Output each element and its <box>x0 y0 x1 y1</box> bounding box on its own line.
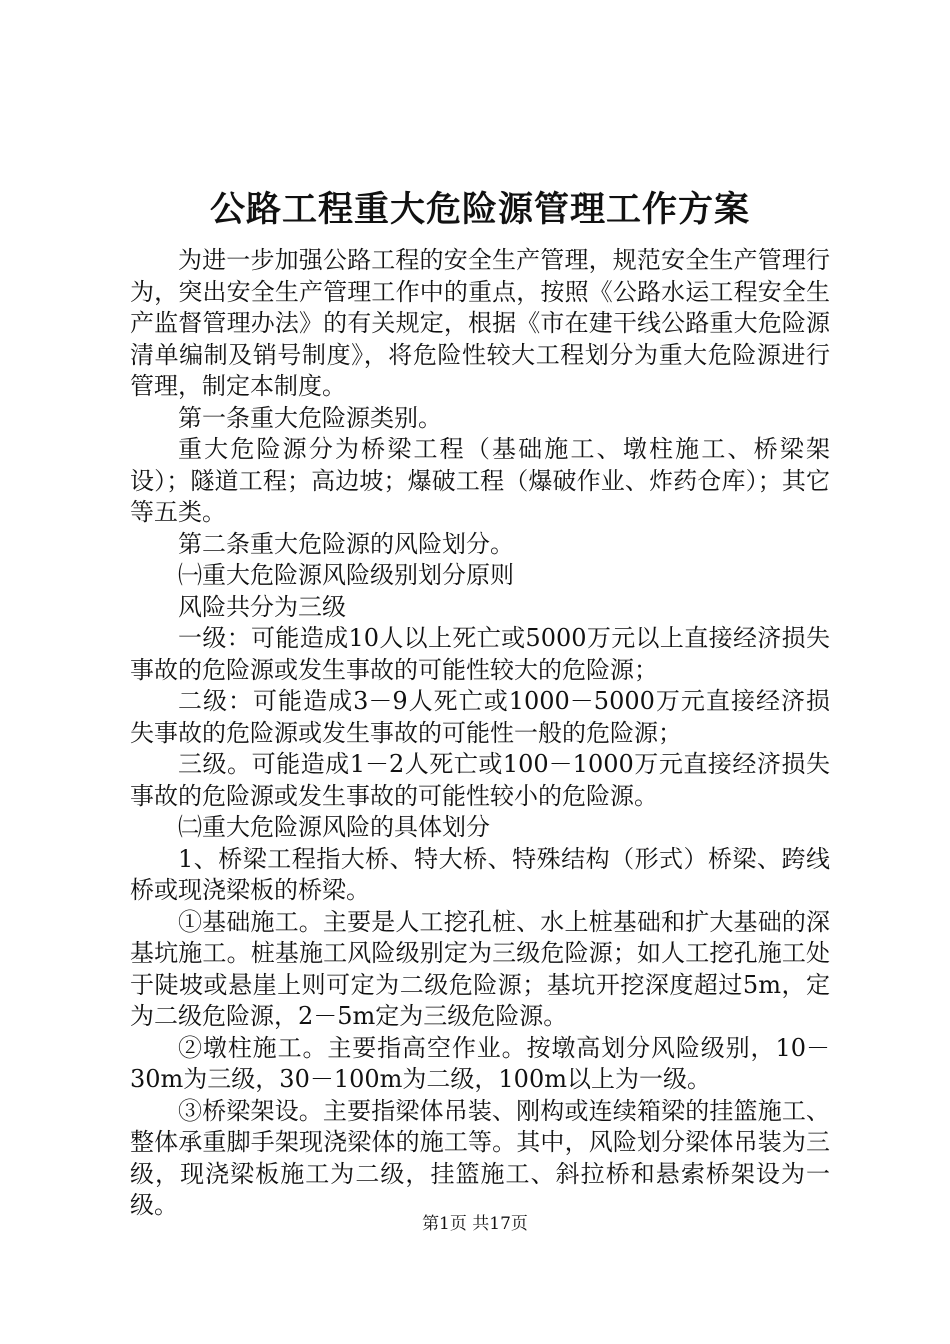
paragraph-level-2: 二级：可能造成3－9人死亡或1000－5000万元直接经济损失事故的危险源或发生事故的可能性一般的危险源； <box>130 687 830 747</box>
paragraph-level-1: 一级：可能造成10人以上死亡或5000万元以上直接经济损失事故的危险源或发生事故的可能性较大的危险源； <box>130 624 830 684</box>
paragraph-bridge-erection: ③桥梁架设。主要指梁体吊装、刚构或连续箱梁的挂篮施工、整体承重脚手架现浇梁体的施工等。其中，风险划分梁体吊装为三级，现浇梁板施工为二级，挂篮施工、斜拉桥和悬索桥架设为一级。 <box>130 1096 830 1219</box>
paragraph-article-1: 第一条重大危险源类别。 <box>178 403 442 432</box>
paragraph-article-2: 第二条重大危险源的风险划分。 <box>178 529 514 558</box>
page-number-footer: 第1页 共17页 <box>422 1214 528 1234</box>
paragraph-foundation-construction: ①基础施工。主要是人工挖孔桩、水上桩基础和扩大基础的深基坑施工。桩基施工风险级别定为三级危险源；如人工挖孔施工处于陡坡或悬崖上则可定为二级危险源；基坑开挖深度超过5m，定为二级危险源，2－5m定为三级危险源。 <box>130 907 830 1030</box>
paragraph-pier-construction: ②墩柱施工。主要指高空作业。按墩高划分风险级别，10－30m为三级，30－100m为二级，100m以上为一级。 <box>130 1033 830 1093</box>
paragraph-level-3: 三级。可能造成1－2人死亡或100－1000万元直接经济损失事故的危险源或发生事故的可能性较小的危险源。 <box>130 750 830 810</box>
paragraph-three-levels: 风险共分为三级 <box>178 592 346 621</box>
paragraph-categories: 重大危险源分为桥梁工程（基础施工、墩柱施工、桥梁架设）；隧道工程；高边坡；爆破工程（爆破作业、炸药仓库）；其它等五类。 <box>130 435 830 526</box>
paragraph-section-1: ㈠重大危险源风险级别划分原则 <box>178 561 514 589</box>
document-title: 公路工程重大危险源管理工作方案 <box>209 189 750 230</box>
paragraph-section-2: ㈡重大危险源风险的具体划分 <box>178 813 490 841</box>
paragraph-intro: 为进一步加强公路工程的安全生产管理，规范安全生产管理行为，突出安全生产管理工作中的重点，按照《公路水运工程安全生产监督管理办法》的有关规定，根据《市在建干线公路重大危险源清单编制及销号制度》，将危险性较大工程划分为重大危险源进行管理，制定本制度。 <box>130 246 830 400</box>
document-page <box>130 185 830 1222</box>
paragraph-bridge-engineering: 1、桥梁工程指大桥、特大桥、特殊结构（形式）桥梁、跨线桥或现浇梁板的桥梁。 <box>130 844 830 904</box>
